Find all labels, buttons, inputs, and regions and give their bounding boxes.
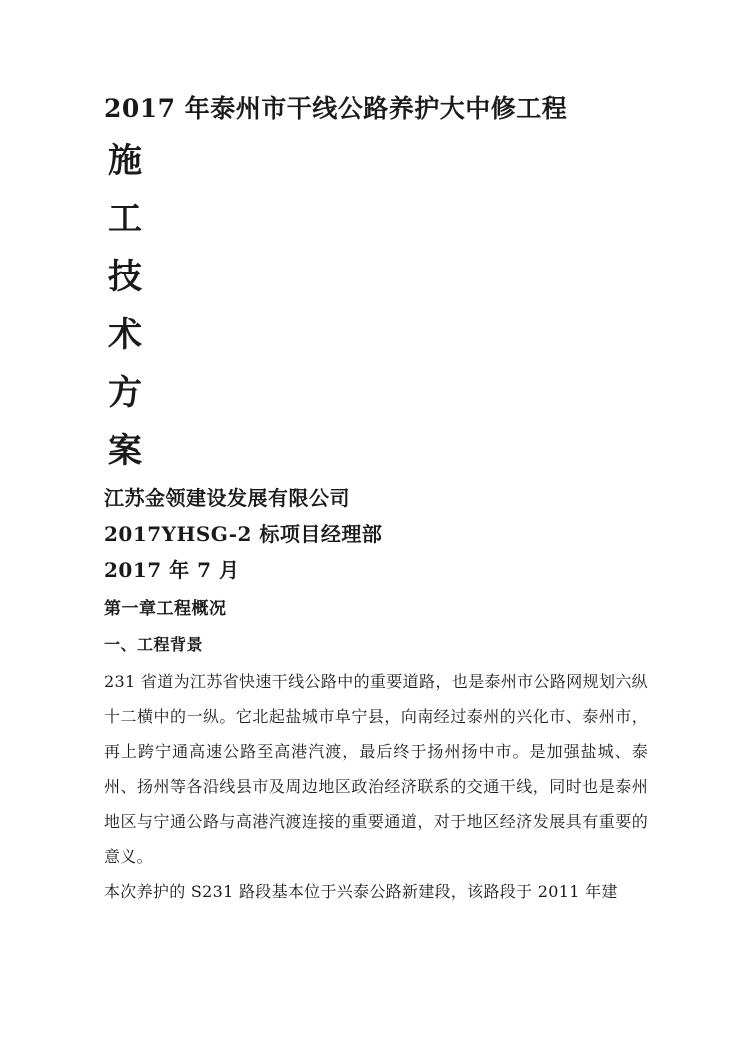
vertical-title-char-3: 技	[108, 257, 142, 297]
document-date: 2017 年 7 月	[104, 558, 240, 582]
project-department: 2017YHSG-2 标项目经理部	[104, 522, 383, 546]
company-name: 江苏金领建设发展有限公司	[104, 486, 350, 510]
vertical-title-char-2: 工	[108, 199, 142, 239]
document-body	[104, 92, 648, 909]
vertical-title-char-6: 案	[108, 431, 142, 471]
paragraph-2: 本次养护的 S231 路段基本位于兴泰公路新建段，该路段于 2011 年建	[104, 882, 618, 901]
vertical-title-char-1: 施	[108, 141, 142, 181]
vertical-title-char-5: 方	[108, 373, 142, 413]
paragraph-1: 231 省道为江苏省快速干线公路中的重要道路，也是泰州市公路网规划六纵十二横中的一纵。它北起盐城市阜宁县，向南经过泰州的兴化市、泰州市，再上跨宁通高速公路至高港汽渡，最后终于扬州扬中市。是加强盐城、泰州、扬州等各沿线县市及周边地区政治经济联系的交通干线，同时也是泰州地区与宁通公路与高港汽渡连接的重要通道，对于地区经济发展具有重要的意义。	[104, 672, 648, 866]
section-heading: 一、工程背景	[104, 635, 204, 654]
chapter-heading: 第一章工程概况	[104, 599, 227, 619]
document-title: 2017 年泰州市干线公路养护大中修工程	[104, 94, 568, 123]
vertical-title-char-4: 术	[108, 315, 142, 355]
